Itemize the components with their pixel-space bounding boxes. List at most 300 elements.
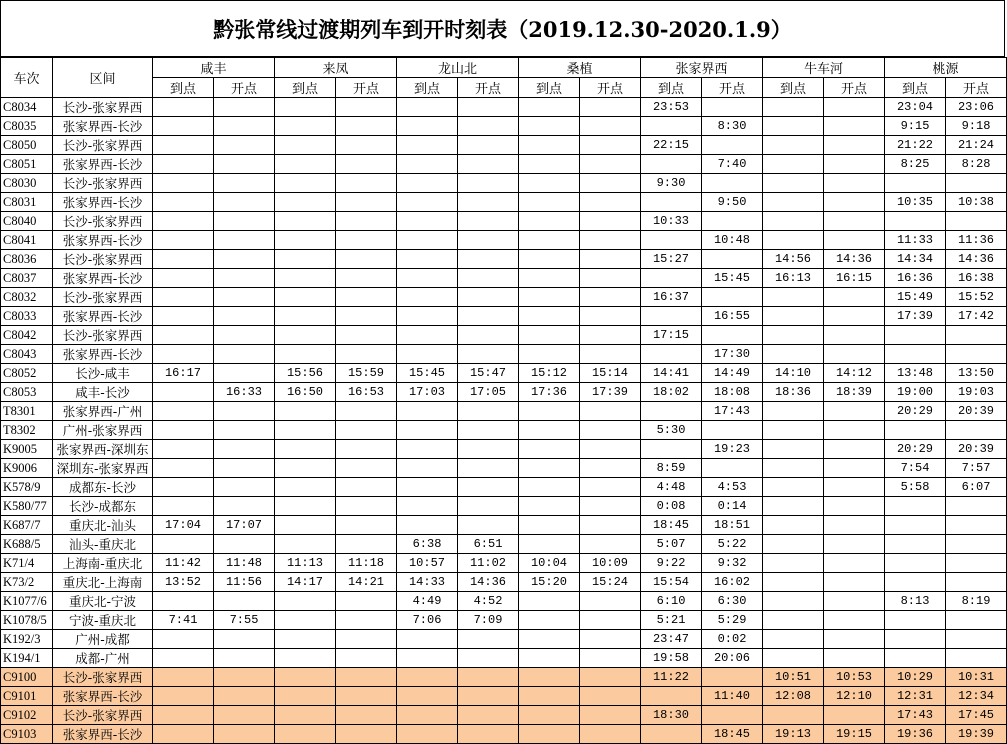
arrive-time-cell bbox=[519, 231, 580, 250]
arrive-time-cell: 15:49 bbox=[885, 288, 946, 307]
arrive-time-cell: 14:17 bbox=[275, 573, 336, 592]
depart-time-cell bbox=[824, 307, 885, 326]
arrive-time-cell: 5:58 bbox=[885, 478, 946, 497]
depart-time-cell bbox=[824, 459, 885, 478]
arrive-time-cell bbox=[153, 592, 214, 611]
arrive-time-cell bbox=[519, 421, 580, 440]
depart-time-cell bbox=[702, 288, 763, 307]
depart-header: 开点 bbox=[580, 78, 641, 98]
depart-time-cell bbox=[336, 459, 397, 478]
arrive-time-cell bbox=[519, 193, 580, 212]
train-number-cell: C9100 bbox=[1, 668, 53, 687]
arrive-header: 到点 bbox=[519, 78, 580, 98]
depart-time-cell: 18:51 bbox=[702, 516, 763, 535]
arrive-time-cell bbox=[763, 649, 824, 668]
depart-time-cell bbox=[336, 630, 397, 649]
train-number-cell: C8050 bbox=[1, 136, 53, 155]
arrive-time-cell: 14:34 bbox=[885, 250, 946, 269]
depart-time-cell bbox=[702, 98, 763, 117]
depart-time-cell bbox=[336, 250, 397, 269]
arrive-time-cell bbox=[397, 497, 458, 516]
arrive-time-cell: 18:30 bbox=[641, 706, 702, 725]
depart-time-cell bbox=[214, 269, 275, 288]
arrive-time-cell bbox=[397, 117, 458, 136]
arrive-time-cell: 9:30 bbox=[641, 174, 702, 193]
route-cell: 重庆北-上海南 bbox=[53, 573, 153, 592]
arrive-time-cell: 14:56 bbox=[763, 250, 824, 269]
arrive-time-cell: 11:22 bbox=[641, 668, 702, 687]
depart-time-cell bbox=[458, 212, 519, 231]
arrive-time-cell: 15:45 bbox=[397, 364, 458, 383]
arrive-time-cell bbox=[153, 725, 214, 744]
depart-time-cell bbox=[580, 649, 641, 668]
depart-time-cell bbox=[702, 174, 763, 193]
train-number-cell: C8053 bbox=[1, 383, 53, 402]
depart-header: 开点 bbox=[702, 78, 763, 98]
depart-time-cell bbox=[580, 497, 641, 516]
depart-time-cell: 14:36 bbox=[946, 250, 1007, 269]
train-number-cell: C8031 bbox=[1, 193, 53, 212]
depart-time-cell bbox=[458, 421, 519, 440]
depart-time-cell: 14:36 bbox=[458, 573, 519, 592]
depart-time-cell: 9:18 bbox=[946, 117, 1007, 136]
arrive-time-cell: 10:29 bbox=[885, 668, 946, 687]
arrive-time-cell bbox=[275, 478, 336, 497]
arrive-time-cell bbox=[763, 611, 824, 630]
arrive-time-cell bbox=[763, 98, 824, 117]
station-header: 牛车河 bbox=[763, 58, 885, 78]
column-header-route: 区间 bbox=[53, 58, 153, 98]
arrive-time-cell: 12:31 bbox=[885, 687, 946, 706]
arrive-time-cell bbox=[641, 269, 702, 288]
arrive-time-cell: 10:57 bbox=[397, 554, 458, 573]
arrive-time-cell bbox=[763, 554, 824, 573]
arrive-time-cell: 15:20 bbox=[519, 573, 580, 592]
arrive-header: 到点 bbox=[763, 78, 824, 98]
table-row bbox=[1, 706, 1007, 725]
depart-time-cell bbox=[214, 649, 275, 668]
table-row bbox=[1, 326, 1007, 345]
depart-time-cell bbox=[336, 611, 397, 630]
train-number-cell: C9103 bbox=[1, 725, 53, 744]
arrive-time-cell bbox=[519, 212, 580, 231]
depart-time-cell bbox=[580, 326, 641, 345]
arrive-time-cell: 6:10 bbox=[641, 592, 702, 611]
arrive-time-cell bbox=[885, 573, 946, 592]
depart-time-cell bbox=[336, 326, 397, 345]
arrive-time-cell bbox=[153, 535, 214, 554]
route-cell: 长沙-张家界西 bbox=[53, 326, 153, 345]
arrive-time-cell bbox=[397, 155, 458, 174]
arrive-time-cell bbox=[641, 687, 702, 706]
depart-time-cell: 15:24 bbox=[580, 573, 641, 592]
depart-time-cell: 16:55 bbox=[702, 307, 763, 326]
arrive-time-cell bbox=[519, 440, 580, 459]
route-cell: 张家界西-长沙 bbox=[53, 193, 153, 212]
arrive-time-cell bbox=[153, 136, 214, 155]
depart-time-cell bbox=[336, 440, 397, 459]
arrive-time-cell bbox=[641, 725, 702, 744]
depart-time-cell: 6:51 bbox=[458, 535, 519, 554]
depart-time-cell bbox=[458, 155, 519, 174]
depart-time-cell: 17:42 bbox=[946, 307, 1007, 326]
depart-time-cell: 14:36 bbox=[824, 250, 885, 269]
arrive-time-cell: 18:02 bbox=[641, 383, 702, 402]
arrive-time-cell bbox=[641, 345, 702, 364]
arrive-time-cell bbox=[397, 725, 458, 744]
arrive-time-cell bbox=[519, 497, 580, 516]
arrive-time-cell bbox=[763, 573, 824, 592]
route-cell: 上海南-重庆北 bbox=[53, 554, 153, 573]
station-header: 张家界西 bbox=[641, 58, 763, 78]
depart-time-cell bbox=[336, 421, 397, 440]
arrive-time-cell bbox=[397, 307, 458, 326]
depart-time-cell bbox=[946, 345, 1007, 364]
depart-time-cell: 14:12 bbox=[824, 364, 885, 383]
depart-time-cell: 17:45 bbox=[946, 706, 1007, 725]
depart-time-cell: 17:30 bbox=[702, 345, 763, 364]
depart-time-cell bbox=[214, 440, 275, 459]
depart-time-cell: 14:49 bbox=[702, 364, 763, 383]
depart-time-cell bbox=[580, 117, 641, 136]
arrive-time-cell: 11:33 bbox=[885, 231, 946, 250]
depart-time-cell bbox=[824, 193, 885, 212]
arrive-time-cell: 10:51 bbox=[763, 668, 824, 687]
train-number-cell: T8301 bbox=[1, 402, 53, 421]
arrive-time-cell: 4:48 bbox=[641, 478, 702, 497]
arrive-time-cell bbox=[275, 307, 336, 326]
table-row bbox=[1, 345, 1007, 364]
arrive-time-cell bbox=[519, 535, 580, 554]
depart-time-cell bbox=[336, 516, 397, 535]
column-header-train: 车次 bbox=[1, 58, 53, 98]
route-cell: 广州-张家界西 bbox=[53, 421, 153, 440]
depart-time-cell bbox=[458, 649, 519, 668]
depart-time-cell: 9:50 bbox=[702, 193, 763, 212]
arrive-time-cell bbox=[397, 630, 458, 649]
route-cell: 张家界西-长沙 bbox=[53, 269, 153, 288]
depart-time-cell bbox=[702, 250, 763, 269]
arrive-time-cell bbox=[519, 630, 580, 649]
depart-time-cell bbox=[824, 155, 885, 174]
depart-time-cell bbox=[580, 231, 641, 250]
depart-time-cell: 16:33 bbox=[214, 383, 275, 402]
arrive-time-cell bbox=[275, 117, 336, 136]
arrive-time-cell: 16:17 bbox=[153, 364, 214, 383]
arrive-time-cell: 16:36 bbox=[885, 269, 946, 288]
arrive-time-cell bbox=[763, 307, 824, 326]
route-cell: 汕头-重庆北 bbox=[53, 535, 153, 554]
depart-time-cell bbox=[458, 307, 519, 326]
arrive-time-cell bbox=[275, 421, 336, 440]
arrive-time-cell: 17:15 bbox=[641, 326, 702, 345]
depart-time-cell: 16:02 bbox=[702, 573, 763, 592]
arrive-time-cell bbox=[397, 687, 458, 706]
arrive-time-cell: 15:27 bbox=[641, 250, 702, 269]
table-row bbox=[1, 478, 1007, 497]
depart-time-cell: 16:38 bbox=[946, 269, 1007, 288]
arrive-time-cell bbox=[763, 288, 824, 307]
depart-time-cell bbox=[946, 421, 1007, 440]
arrive-time-cell bbox=[275, 497, 336, 516]
arrive-time-cell bbox=[519, 402, 580, 421]
route-cell: 长沙-张家界西 bbox=[53, 212, 153, 231]
train-number-cell: K687/7 bbox=[1, 516, 53, 535]
route-cell: 长沙-张家界西 bbox=[53, 250, 153, 269]
arrive-time-cell bbox=[275, 630, 336, 649]
depart-time-cell: 10:09 bbox=[580, 554, 641, 573]
arrive-time-cell bbox=[153, 345, 214, 364]
arrive-time-cell: 7:06 bbox=[397, 611, 458, 630]
station-header: 龙山北 bbox=[397, 58, 519, 78]
arrive-time-cell: 14:10 bbox=[763, 364, 824, 383]
depart-time-cell bbox=[214, 421, 275, 440]
depart-time-cell bbox=[824, 345, 885, 364]
depart-time-cell bbox=[580, 535, 641, 554]
arrive-time-cell: 12:08 bbox=[763, 687, 824, 706]
depart-time-cell bbox=[336, 136, 397, 155]
arrive-time-cell bbox=[519, 725, 580, 744]
arrive-time-cell bbox=[763, 117, 824, 136]
arrive-time-cell bbox=[275, 193, 336, 212]
table-row bbox=[1, 592, 1007, 611]
arrive-time-cell bbox=[153, 383, 214, 402]
arrive-time-cell bbox=[153, 98, 214, 117]
depart-time-cell bbox=[458, 687, 519, 706]
arrive-time-cell bbox=[275, 326, 336, 345]
train-number-cell: K688/5 bbox=[1, 535, 53, 554]
arrive-time-cell bbox=[885, 345, 946, 364]
depart-time-cell: 8:28 bbox=[946, 155, 1007, 174]
depart-time-cell bbox=[824, 706, 885, 725]
table-row bbox=[1, 440, 1007, 459]
route-cell: 张家界西-长沙 bbox=[53, 687, 153, 706]
arrive-time-cell: 15:56 bbox=[275, 364, 336, 383]
depart-time-cell: 7:40 bbox=[702, 155, 763, 174]
depart-time-cell bbox=[946, 649, 1007, 668]
depart-time-cell: 10:31 bbox=[946, 668, 1007, 687]
depart-time-cell bbox=[458, 630, 519, 649]
table-row bbox=[1, 687, 1007, 706]
table-row bbox=[1, 193, 1007, 212]
depart-time-cell: 13:50 bbox=[946, 364, 1007, 383]
depart-time-cell: 15:59 bbox=[336, 364, 397, 383]
depart-time-cell bbox=[580, 592, 641, 611]
route-cell: 长沙-成都东 bbox=[53, 497, 153, 516]
arrive-time-cell bbox=[397, 231, 458, 250]
train-number-cell: K9006 bbox=[1, 459, 53, 478]
depart-time-cell bbox=[824, 478, 885, 497]
depart-time-cell: 10:53 bbox=[824, 668, 885, 687]
arrive-time-cell bbox=[397, 459, 458, 478]
depart-time-cell bbox=[824, 497, 885, 516]
arrive-time-cell: 23:04 bbox=[885, 98, 946, 117]
arrive-time-cell: 5:07 bbox=[641, 535, 702, 554]
route-cell: 张家界西-深圳东 bbox=[53, 440, 153, 459]
arrive-time-cell: 9:15 bbox=[885, 117, 946, 136]
depart-time-cell bbox=[214, 364, 275, 383]
arrive-time-cell bbox=[153, 668, 214, 687]
arrive-time-cell: 17:36 bbox=[519, 383, 580, 402]
arrive-time-cell bbox=[153, 402, 214, 421]
table-row bbox=[1, 516, 1007, 535]
route-cell: 长沙-咸丰 bbox=[53, 364, 153, 383]
train-number-cell: K1077/6 bbox=[1, 592, 53, 611]
arrive-time-cell bbox=[397, 174, 458, 193]
train-number-cell: C8040 bbox=[1, 212, 53, 231]
arrive-time-cell bbox=[397, 706, 458, 725]
table-row bbox=[1, 725, 1007, 744]
arrive-time-cell: 8:13 bbox=[885, 592, 946, 611]
arrive-time-cell bbox=[519, 269, 580, 288]
arrive-time-cell bbox=[397, 345, 458, 364]
depart-time-cell: 10:38 bbox=[946, 193, 1007, 212]
depart-time-cell: 20:39 bbox=[946, 440, 1007, 459]
arrive-time-cell bbox=[397, 516, 458, 535]
arrive-time-cell bbox=[397, 668, 458, 687]
arrive-time-cell: 17:04 bbox=[153, 516, 214, 535]
depart-time-cell bbox=[458, 269, 519, 288]
arrive-time-cell: 7:54 bbox=[885, 459, 946, 478]
arrive-time-cell: 20:29 bbox=[885, 402, 946, 421]
table-row bbox=[1, 174, 1007, 193]
table-row bbox=[1, 269, 1007, 288]
table-row bbox=[1, 554, 1007, 573]
depart-time-cell bbox=[336, 592, 397, 611]
arrive-time-cell: 14:33 bbox=[397, 573, 458, 592]
arrive-time-cell bbox=[397, 288, 458, 307]
arrive-time-cell bbox=[153, 687, 214, 706]
depart-time-cell bbox=[214, 250, 275, 269]
depart-time-cell bbox=[336, 155, 397, 174]
page-title: 黔张常线过渡期列车到开时刻表（2019.12.30-2020.1.9） bbox=[0, 0, 1005, 57]
arrive-time-cell bbox=[397, 193, 458, 212]
arrive-time-cell bbox=[763, 136, 824, 155]
arrive-time-cell: 13:48 bbox=[885, 364, 946, 383]
arrive-header: 到点 bbox=[397, 78, 458, 98]
arrive-time-cell: 17:43 bbox=[885, 706, 946, 725]
arrive-time-cell: 6:38 bbox=[397, 535, 458, 554]
arrive-time-cell bbox=[275, 687, 336, 706]
depart-time-cell bbox=[824, 174, 885, 193]
arrive-time-cell bbox=[641, 117, 702, 136]
arrive-time-cell: 23:53 bbox=[641, 98, 702, 117]
arrive-time-cell bbox=[763, 421, 824, 440]
arrive-time-cell bbox=[397, 649, 458, 668]
depart-time-cell bbox=[458, 402, 519, 421]
depart-time-cell bbox=[946, 611, 1007, 630]
route-cell: 重庆北-汕头 bbox=[53, 516, 153, 535]
arrive-time-cell bbox=[519, 155, 580, 174]
arrive-time-cell: 17:39 bbox=[885, 307, 946, 326]
depart-time-cell bbox=[336, 402, 397, 421]
arrive-time-cell bbox=[275, 269, 336, 288]
depart-time-cell bbox=[580, 155, 641, 174]
depart-time-cell bbox=[946, 326, 1007, 345]
depart-time-cell bbox=[336, 345, 397, 364]
depart-time-cell bbox=[458, 459, 519, 478]
depart-time-cell bbox=[946, 554, 1007, 573]
arrive-time-cell bbox=[275, 649, 336, 668]
depart-time-cell: 5:29 bbox=[702, 611, 763, 630]
depart-time-cell bbox=[946, 630, 1007, 649]
depart-time-cell bbox=[214, 687, 275, 706]
route-cell: 长沙-张家界西 bbox=[53, 136, 153, 155]
arrive-time-cell bbox=[153, 212, 214, 231]
arrive-time-cell: 5:21 bbox=[641, 611, 702, 630]
route-cell: 张家界西-长沙 bbox=[53, 307, 153, 326]
depart-time-cell bbox=[946, 516, 1007, 535]
depart-time-cell bbox=[458, 706, 519, 725]
arrive-time-cell bbox=[763, 155, 824, 174]
depart-time-cell bbox=[824, 136, 885, 155]
arrive-time-cell bbox=[763, 516, 824, 535]
depart-time-cell bbox=[458, 725, 519, 744]
depart-time-cell bbox=[458, 440, 519, 459]
arrive-time-cell bbox=[397, 421, 458, 440]
route-cell: 长沙-张家界西 bbox=[53, 98, 153, 117]
depart-time-cell bbox=[458, 231, 519, 250]
depart-time-cell bbox=[214, 288, 275, 307]
arrive-time-cell bbox=[153, 649, 214, 668]
table-row bbox=[1, 136, 1007, 155]
depart-time-cell bbox=[824, 326, 885, 345]
route-cell: 张家界西-长沙 bbox=[53, 345, 153, 364]
train-number-cell: C8043 bbox=[1, 345, 53, 364]
arrive-time-cell bbox=[153, 497, 214, 516]
table-row bbox=[1, 231, 1007, 250]
train-number-cell: K580/77 bbox=[1, 497, 53, 516]
arrive-time-cell: 16:13 bbox=[763, 269, 824, 288]
table-row bbox=[1, 117, 1007, 136]
table-row bbox=[1, 535, 1007, 554]
train-number-cell: C8036 bbox=[1, 250, 53, 269]
arrive-time-cell: 19:00 bbox=[885, 383, 946, 402]
depart-time-cell bbox=[580, 459, 641, 478]
table-row bbox=[1, 364, 1007, 383]
depart-time-cell bbox=[214, 668, 275, 687]
arrive-time-cell bbox=[153, 421, 214, 440]
arrive-time-cell bbox=[763, 440, 824, 459]
arrive-time-cell bbox=[153, 250, 214, 269]
timetable-body bbox=[1, 98, 1007, 744]
depart-time-cell bbox=[702, 459, 763, 478]
table-row bbox=[1, 630, 1007, 649]
depart-time-cell bbox=[336, 231, 397, 250]
depart-time-cell: 5:22 bbox=[702, 535, 763, 554]
arrive-time-cell: 22:15 bbox=[641, 136, 702, 155]
depart-time-cell bbox=[702, 136, 763, 155]
arrive-time-cell: 11:13 bbox=[275, 554, 336, 573]
depart-time-cell bbox=[824, 231, 885, 250]
arrive-time-cell bbox=[275, 592, 336, 611]
depart-time-cell: 20:06 bbox=[702, 649, 763, 668]
arrive-time-cell bbox=[763, 231, 824, 250]
arrive-time-cell bbox=[763, 706, 824, 725]
depart-time-cell bbox=[214, 535, 275, 554]
depart-time-cell bbox=[214, 155, 275, 174]
arrive-time-cell: 10:04 bbox=[519, 554, 580, 573]
table-row bbox=[1, 212, 1007, 231]
depart-time-cell bbox=[458, 326, 519, 345]
arrive-time-cell: 14:41 bbox=[641, 364, 702, 383]
route-cell: 重庆北-宁波 bbox=[53, 592, 153, 611]
arrive-time-cell bbox=[519, 459, 580, 478]
depart-header: 开点 bbox=[946, 78, 1007, 98]
arrive-time-cell bbox=[641, 307, 702, 326]
depart-time-cell bbox=[580, 212, 641, 231]
depart-time-cell bbox=[458, 250, 519, 269]
